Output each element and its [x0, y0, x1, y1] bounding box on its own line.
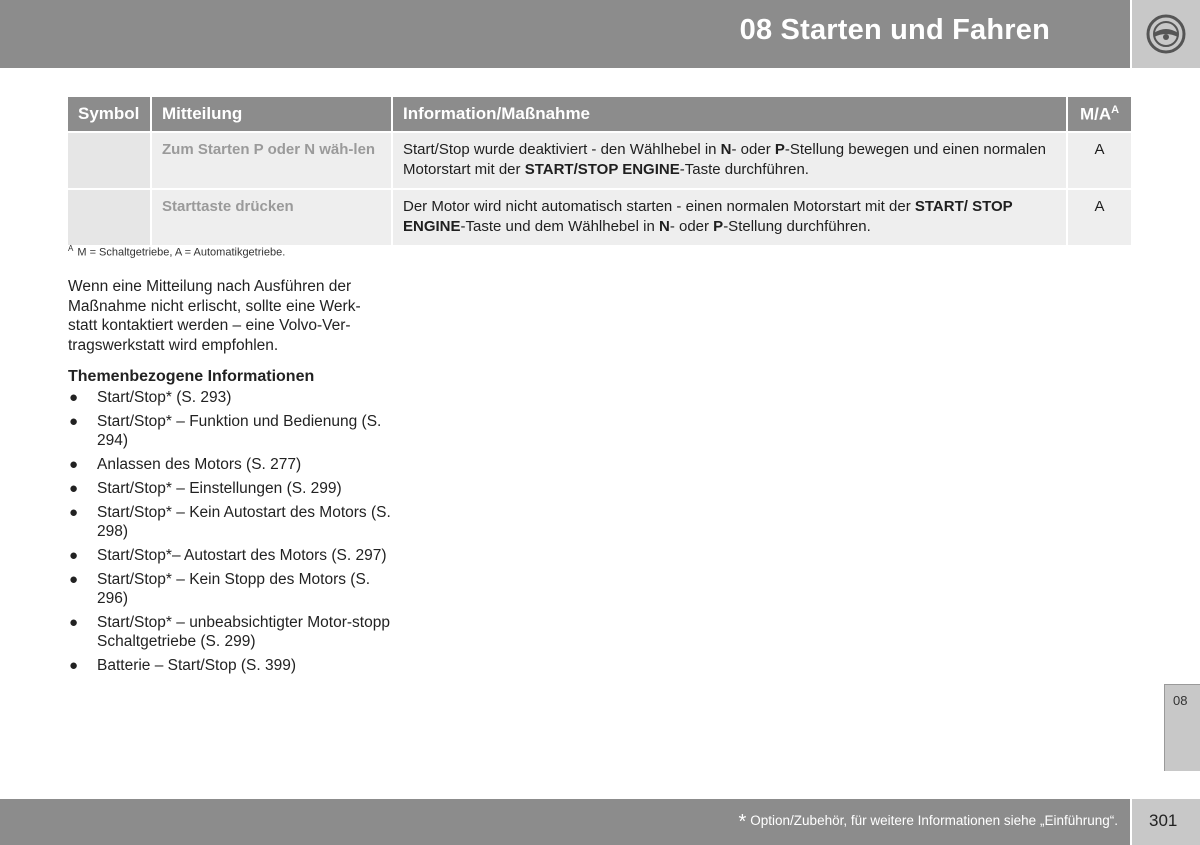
related-item-text: Start/Stop* – Funktion und Bedienung (S. 294) — [97, 413, 382, 449]
bullet-icon: ● — [69, 480, 79, 497]
related-item-text: Anlassen des Motors (S. 277) — [97, 456, 302, 473]
cell-symbol — [68, 189, 151, 245]
table-footnote — [68, 244, 285, 259]
chapter-icon-box — [1132, 0, 1200, 68]
bullet-icon: ● — [69, 389, 79, 406]
table-header-row — [68, 97, 1131, 132]
header-ma — [1067, 97, 1131, 132]
cell-symbol — [68, 132, 151, 189]
related-item-text: Start/Stop* – Kein Stopp des Motors (S. 296) — [97, 571, 371, 607]
footer-star: * — [738, 811, 747, 833]
related-list-item[interactable] — [68, 503, 398, 541]
related-item-text: Start/Stop* – Einstellungen (S. 299) — [97, 480, 342, 497]
header-ma-footnote-marker: A — [1111, 103, 1120, 116]
bullet-icon: ● — [69, 547, 79, 564]
cell-ma: A — [1067, 189, 1131, 245]
related-info-list — [68, 388, 398, 680]
info-emphasis: N — [720, 141, 732, 158]
related-list-item[interactable] — [68, 479, 398, 498]
header-mitteilung: Mitteilung — [151, 97, 392, 132]
chapter-tab-label: 08 — [1173, 693, 1188, 708]
info-text: -Taste durchführen. — [679, 161, 809, 178]
related-list-item[interactable] — [68, 546, 398, 565]
info-emphasis: N — [658, 218, 670, 235]
table-row — [68, 132, 1131, 189]
footnote-text: M = Schaltgetriebe, A = Automatikgetriebe. — [77, 246, 286, 259]
info-text: Der Motor wird nicht automatisch starten - einen normalen Motorstart mit der — [403, 198, 915, 215]
info-text: - oder — [731, 141, 775, 158]
related-item-text: Start/Stop* (S. 293) — [97, 389, 232, 406]
bullet-icon: ● — [69, 504, 79, 521]
related-item-text: Start/Stop*– Autostart des Motors (S. 297) — [97, 547, 387, 564]
related-list-item[interactable] — [68, 570, 398, 608]
info-emphasis: START/ STOP ENGINE — [403, 198, 1013, 235]
message-table — [68, 97, 1131, 245]
page-number-box — [1132, 799, 1200, 845]
bullet-icon: ● — [69, 456, 79, 473]
related-list-item[interactable] — [68, 613, 398, 651]
info-text: -Taste und dem Wählhebel in — [460, 218, 659, 235]
related-item-text: Start/Stop* – unbeabsichtigter Motor-stopp Schaltgetriebe (S. 299) — [97, 614, 390, 650]
cell-ma: A — [1067, 132, 1131, 189]
info-text: - oder — [669, 218, 714, 235]
related-list-item[interactable] — [68, 388, 398, 407]
info-emphasis: P — [713, 218, 724, 235]
header-symbol: Symbol — [68, 97, 151, 132]
footer-bar — [0, 799, 1130, 845]
footnote-marker: A — [68, 244, 74, 253]
info-text: Start/Stop wurde deaktiviert - den Wählhebel in — [403, 141, 721, 158]
bullet-icon: ● — [69, 413, 79, 430]
page-number: 301 — [1149, 811, 1178, 830]
info-text: -Stellung durchführen. — [723, 218, 871, 235]
bullet-icon: ● — [69, 614, 79, 631]
table-row — [68, 189, 1131, 245]
info-text: -Stellung bewegen und einen normalen Motorstart mit der — [403, 141, 1046, 178]
header-bar — [0, 0, 1130, 68]
bullet-icon: ● — [69, 657, 79, 674]
footer-note — [738, 811, 1118, 834]
cell-mitteilung: Starttaste drücken — [151, 189, 392, 245]
header-ma-label: M/A — [1079, 104, 1112, 124]
header-information: Information/Maßnahme — [392, 97, 1067, 132]
footer-note-text: Option/Zubehör, für weitere Informationen siehe „Einführung“. — [750, 813, 1118, 828]
info-emphasis: P — [774, 141, 785, 158]
related-list-item[interactable] — [68, 656, 398, 675]
related-item-text: Start/Stop* – Kein Autostart des Motors (S. 298) — [97, 504, 391, 540]
bullet-icon: ● — [69, 571, 79, 588]
info-emphasis: START/STOP ENGINE — [524, 161, 680, 178]
cell-information — [392, 132, 1067, 189]
cell-information — [392, 189, 1067, 245]
related-list-item[interactable] — [68, 455, 398, 474]
chapter-tab[interactable] — [1164, 684, 1200, 771]
related-item-text: Batterie – Start/Stop (S. 399) — [97, 657, 297, 674]
body-paragraph: Wenn eine Mitteilung nach Ausführen der Maßnahme nicht erlischt, sollte eine Werk-statt kontaktiert werden – eine Volvo-Ver-tragswerkstatt wird empfohlen. — [68, 278, 361, 354]
related-info-title: Themenbezogene Informationen — [68, 368, 315, 385]
steering-wheel-icon — [1145, 13, 1187, 55]
cell-mitteilung: Zum Starten P oder N wäh-len — [151, 132, 392, 189]
chapter-title: 08 Starten und Fahren — [739, 14, 1050, 46]
related-list-item[interactable] — [68, 412, 398, 450]
